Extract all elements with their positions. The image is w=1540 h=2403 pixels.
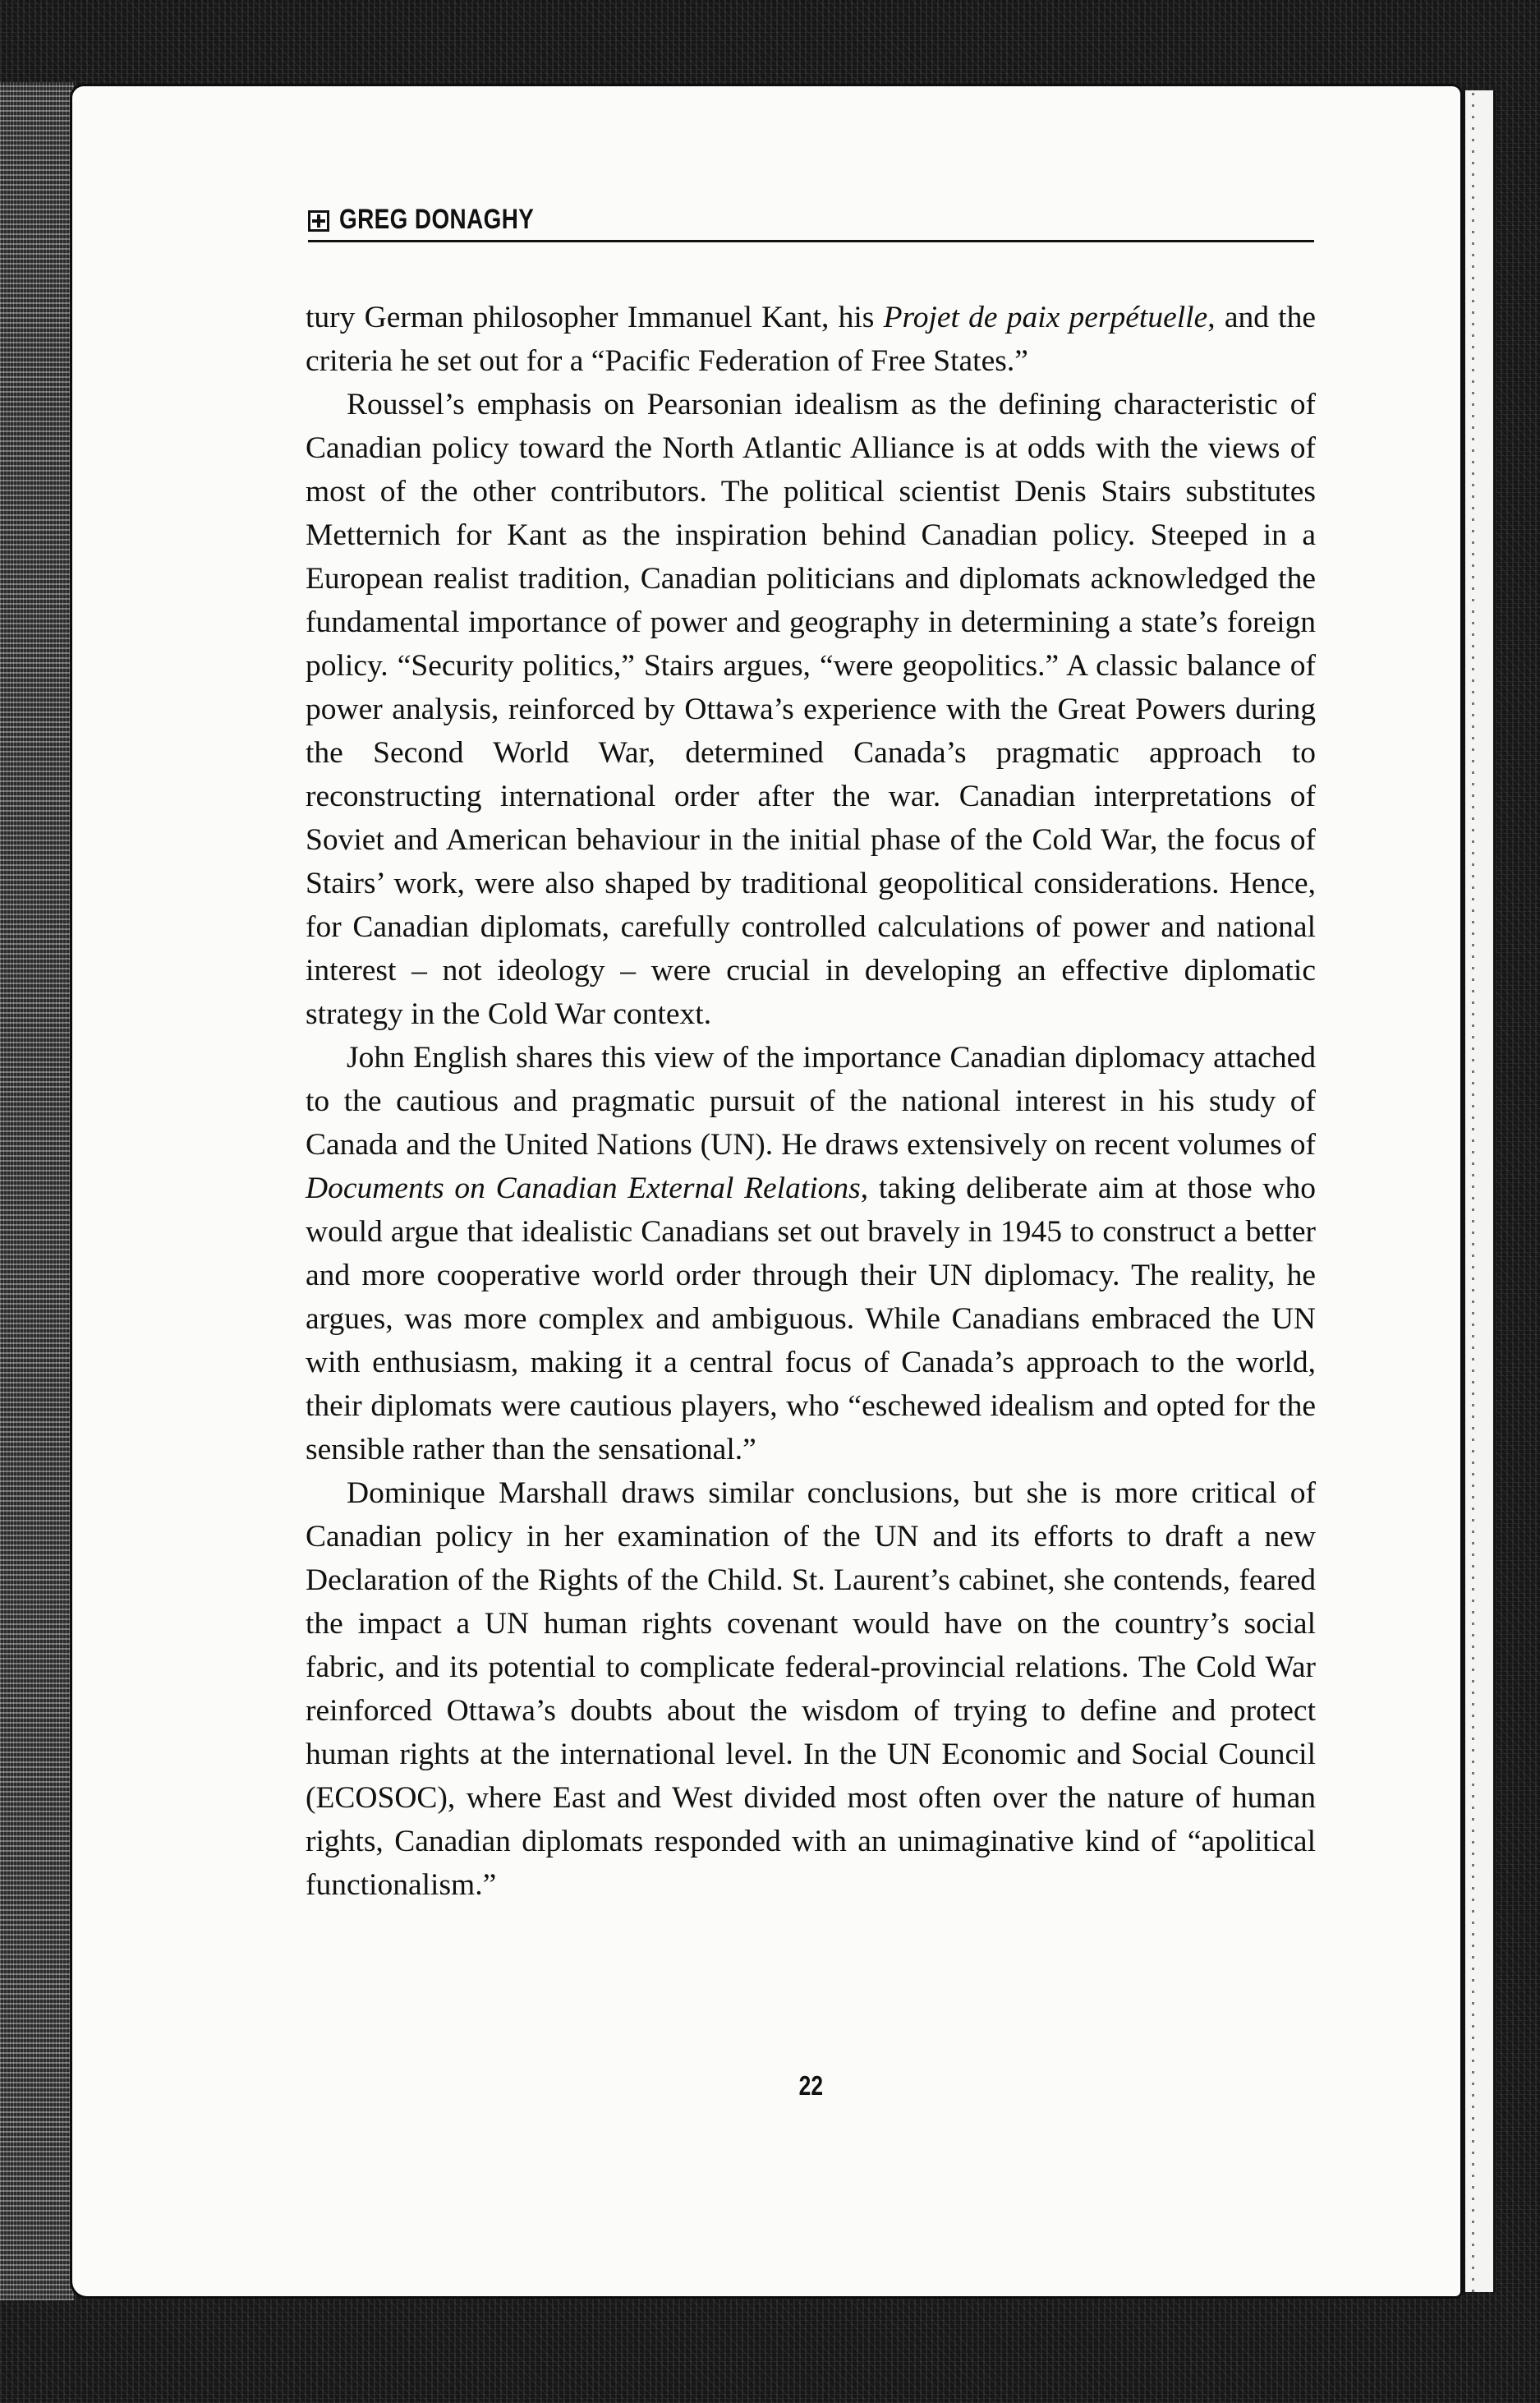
text-run: tury German philosopher Immanuel Kant, his (306, 301, 884, 334)
binding-edge (0, 82, 74, 2300)
paragraph (306, 383, 1316, 1036)
running-head (308, 197, 1314, 242)
page-number: 22 (798, 2070, 824, 2101)
text-run: Dominique Marshall draws similar conclusions, but she is more critical of Canadian policy in her examination of the UN and its efforts to draft a new Declaration of the Rights of the Child. St. Laurent’s cabinet, she contends, feared the impact a UN human rights covenant would have on the country’s social fabric, and its potential to complicate federal-provincial relations. The Cold War reinforced Ottawa’s doubts about the wisdom of trying to define and protect human rights at the international level. In the UN Economic and Social Council (ECOSOC), where East and West divided most often over the nature of human rights, Canadian diplomats responded with an unimaginative kind of “apolitical functionalism.” (306, 1476, 1316, 1902)
ornament-icon (308, 210, 329, 232)
text-run: Roussel’s emphasis on Pearsonian idealism as the defining characteristic of Canadian policy toward the North Atlantic Alliance is at odds with the views of most of the other contributors. The political scientist Denis Stairs substitutes Metternich for Kant as the inspiration behind Canadian policy. Steeped in a European realist tradition, Canadian politicians and diplomats acknowledged the fundamental importance of power and geography in determining a state’s foreign policy. “Security politics,” Stairs argues, “were geopolitics.” A classic balance of power analysis, reinforced by Ottawa’s experience with the Great Powers during the Second World War, determined Canada’s pragmatic approach to reconstructing international order after the war. Canadian interpretations of Soviet and American behaviour in the initial phase of the Cold War, the focus of Stairs’ work, were also shaped by traditional geopolitical considerations. Hence, for Canadian diplomats, carefully controlled calculations of power and national interest – not ideology – were crucial in developing an effective diplomatic strategy in the Cold War context. (306, 388, 1316, 1031)
italic-title: Documents on Canadian External Relations (306, 1172, 861, 1205)
text-run: , taking deliberate aim at those who would argue that idealistic Canadians set out bravely in 1945 to construct a better and more cooperative world order through their UN diplomacy. The reality, he argues, was more complex and ambiguous. While Canadians embraced the UN with enthusiasm, making it a central focus of Canada’s approach to the world, their diplomats were cautious players, who “eschewed idealism and opted for the sensible rather than the sensational.” (306, 1172, 1316, 1466)
italic-title: Projet de paix perpétuelle (883, 301, 1208, 334)
page-number-row (0, 2070, 1540, 2101)
page-stack-edge (1460, 90, 1496, 2292)
paragraph (306, 1036, 1316, 1471)
body-text (306, 296, 1316, 1907)
paragraph (306, 296, 1316, 383)
paragraph (306, 1471, 1316, 1907)
text-run: , and the criteria he set out for a “Pacific Federation of Free States.” (306, 301, 1316, 378)
running-head-author: GREG DONAGHY (339, 204, 535, 235)
text-run: John English shares this view of the importance Canadian diplomacy attached to the cautious and pragmatic pursuit of the national interest in his study of Canada and the United Nations (UN). He draws extensively on recent volumes of (306, 1041, 1316, 1162)
